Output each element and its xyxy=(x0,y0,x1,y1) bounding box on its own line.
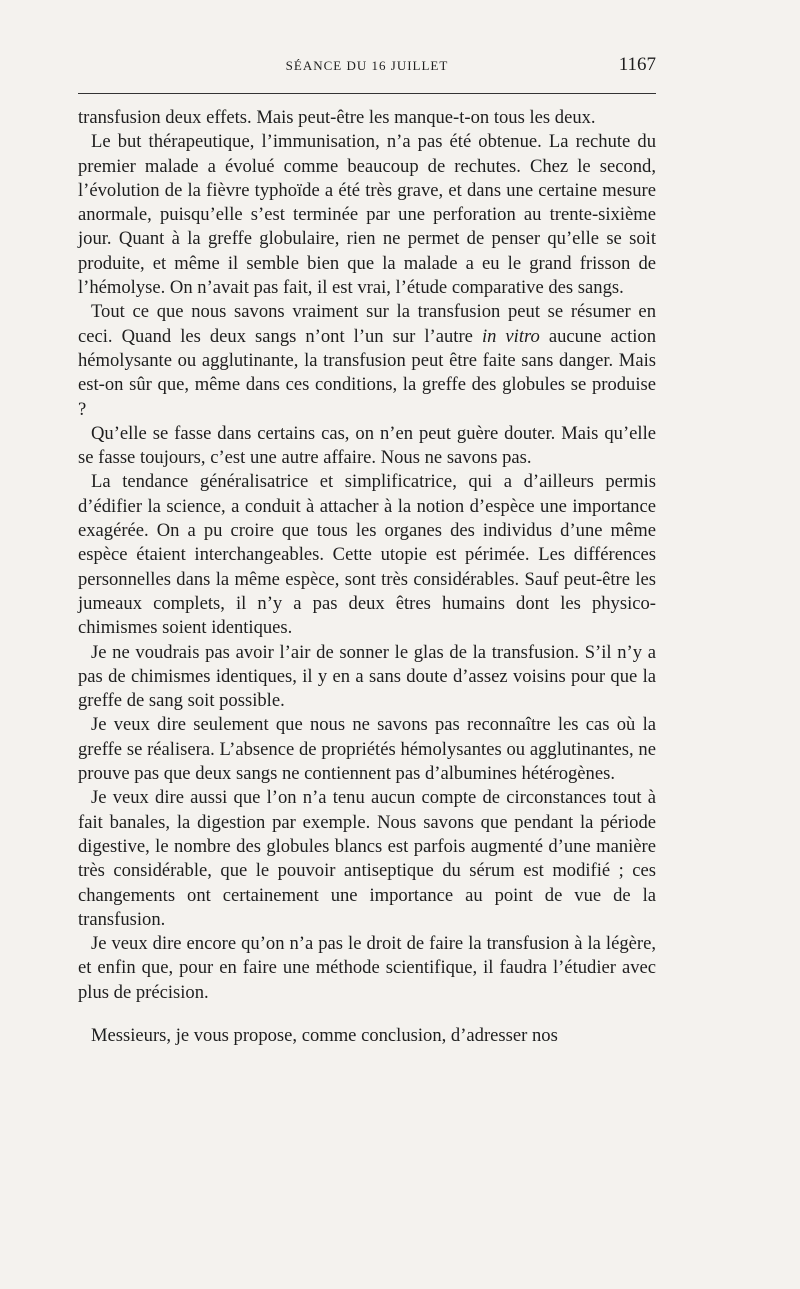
paragraph: Le but thérapeutique, l’immunisation, n’a pas été obtenue. La rechute du premier malade a évolué comme beaucoup de rechutes. Chez le second, l’évolution de la fièvre typhoïde a été très grave, et dans une certaine mesure anormale, puisqu’elle s’est terminée par une perforation au trente-sixième jour. Quant à la greffe globulaire, rien ne permet de penser qu’elle se soit produite, et même il semble bien que la malade a eu le grand frisson de l’hémolyse. On n’avait pas fait, il est vrai, l’étude comparative des sangs. xyxy=(78,131,656,299)
paragraph-text: Tout ce que nous savons vraiment sur la transfusion peut se résumer en ceci. Quand les deux sangs n’ont l’un sur l’autre xyxy=(78,301,656,347)
paragraph: Qu’elle se fasse dans certains cas, on n’en peut guère douter. Mais qu’elle se fasse toujours, c’est une autre affaire. Nous ne savons pas. xyxy=(78,422,656,469)
paragraph: transfusion deux effets. Mais peut-être les manque-t-on tous les deux. xyxy=(78,107,596,128)
paragraph: Je ne voudrais pas avoir l’air de sonner le glas de la transfusion. S’il n’y a pas de chimismes identiques, il y en a sans doute d’assez voisins pour que la greffe de sang soit possible. xyxy=(78,641,656,712)
body-text xyxy=(78,106,656,1048)
page-number: 1167 xyxy=(618,54,656,75)
page-header xyxy=(78,52,656,78)
paragraph xyxy=(78,300,656,421)
paragraph: Messieurs, je vous propose, comme conclusion, d’adresser nos xyxy=(91,1024,558,1046)
paragraph: La tendance généralisatrice et simplificatrice, qui a d’ailleurs permis d’édifier la science, a conduit à attacher à la notion d’espèce une importance exagérée. On a pu croire que tous les organes des individus d’une même espèce étaient interchangeables. Cette utopie est périmée. Les différences personnelles dans la même espèce, sont très considérables. Sauf peut-être les jumeaux complets, il n’y a pas deux êtres humains dont les physico-chimismes soient identiques. xyxy=(78,471,656,639)
paragraph: Je veux dire encore qu’on n’a pas le droit de faire la transfusion à la légère, et enfin que, pour en faire une méthode scientifique, il faudra l’étudier avec plus de précision. xyxy=(78,933,656,1003)
header-rule xyxy=(78,93,656,94)
paragraph: Je veux dire seulement que nous ne savons pas reconnaître les cas où la greffe se réalisera. L’absence de propriétés hémolysantes ou agglutinantes, ne prouve pas que deux sangs ne contiennent pas d’albumines hétérogènes. xyxy=(78,714,656,785)
paragraph: Je veux dire aussi que l’on n’a tenu aucun compte de circonstances tout à fait banales, la digestion par exemple. Nous savons que pendant la période digestive, le nombre des globules blancs est parfois augmenté d’une manière très considérable, que le pouvoir antiseptique du sérum est modifié ; ces changements ont certainement une importance au point de vue de la transfusion. xyxy=(78,787,656,930)
paragraph-text: aucune action hémolysante ou agglutinante, la transfusion peut être faite sans danger. Mais est-on sûr que, même dans ces conditions, la greffe des globules se produise ? xyxy=(78,325,656,420)
running-title: SÉANCE DU 16 JUILLET xyxy=(285,58,449,73)
italic-term: in vitro xyxy=(481,325,540,347)
